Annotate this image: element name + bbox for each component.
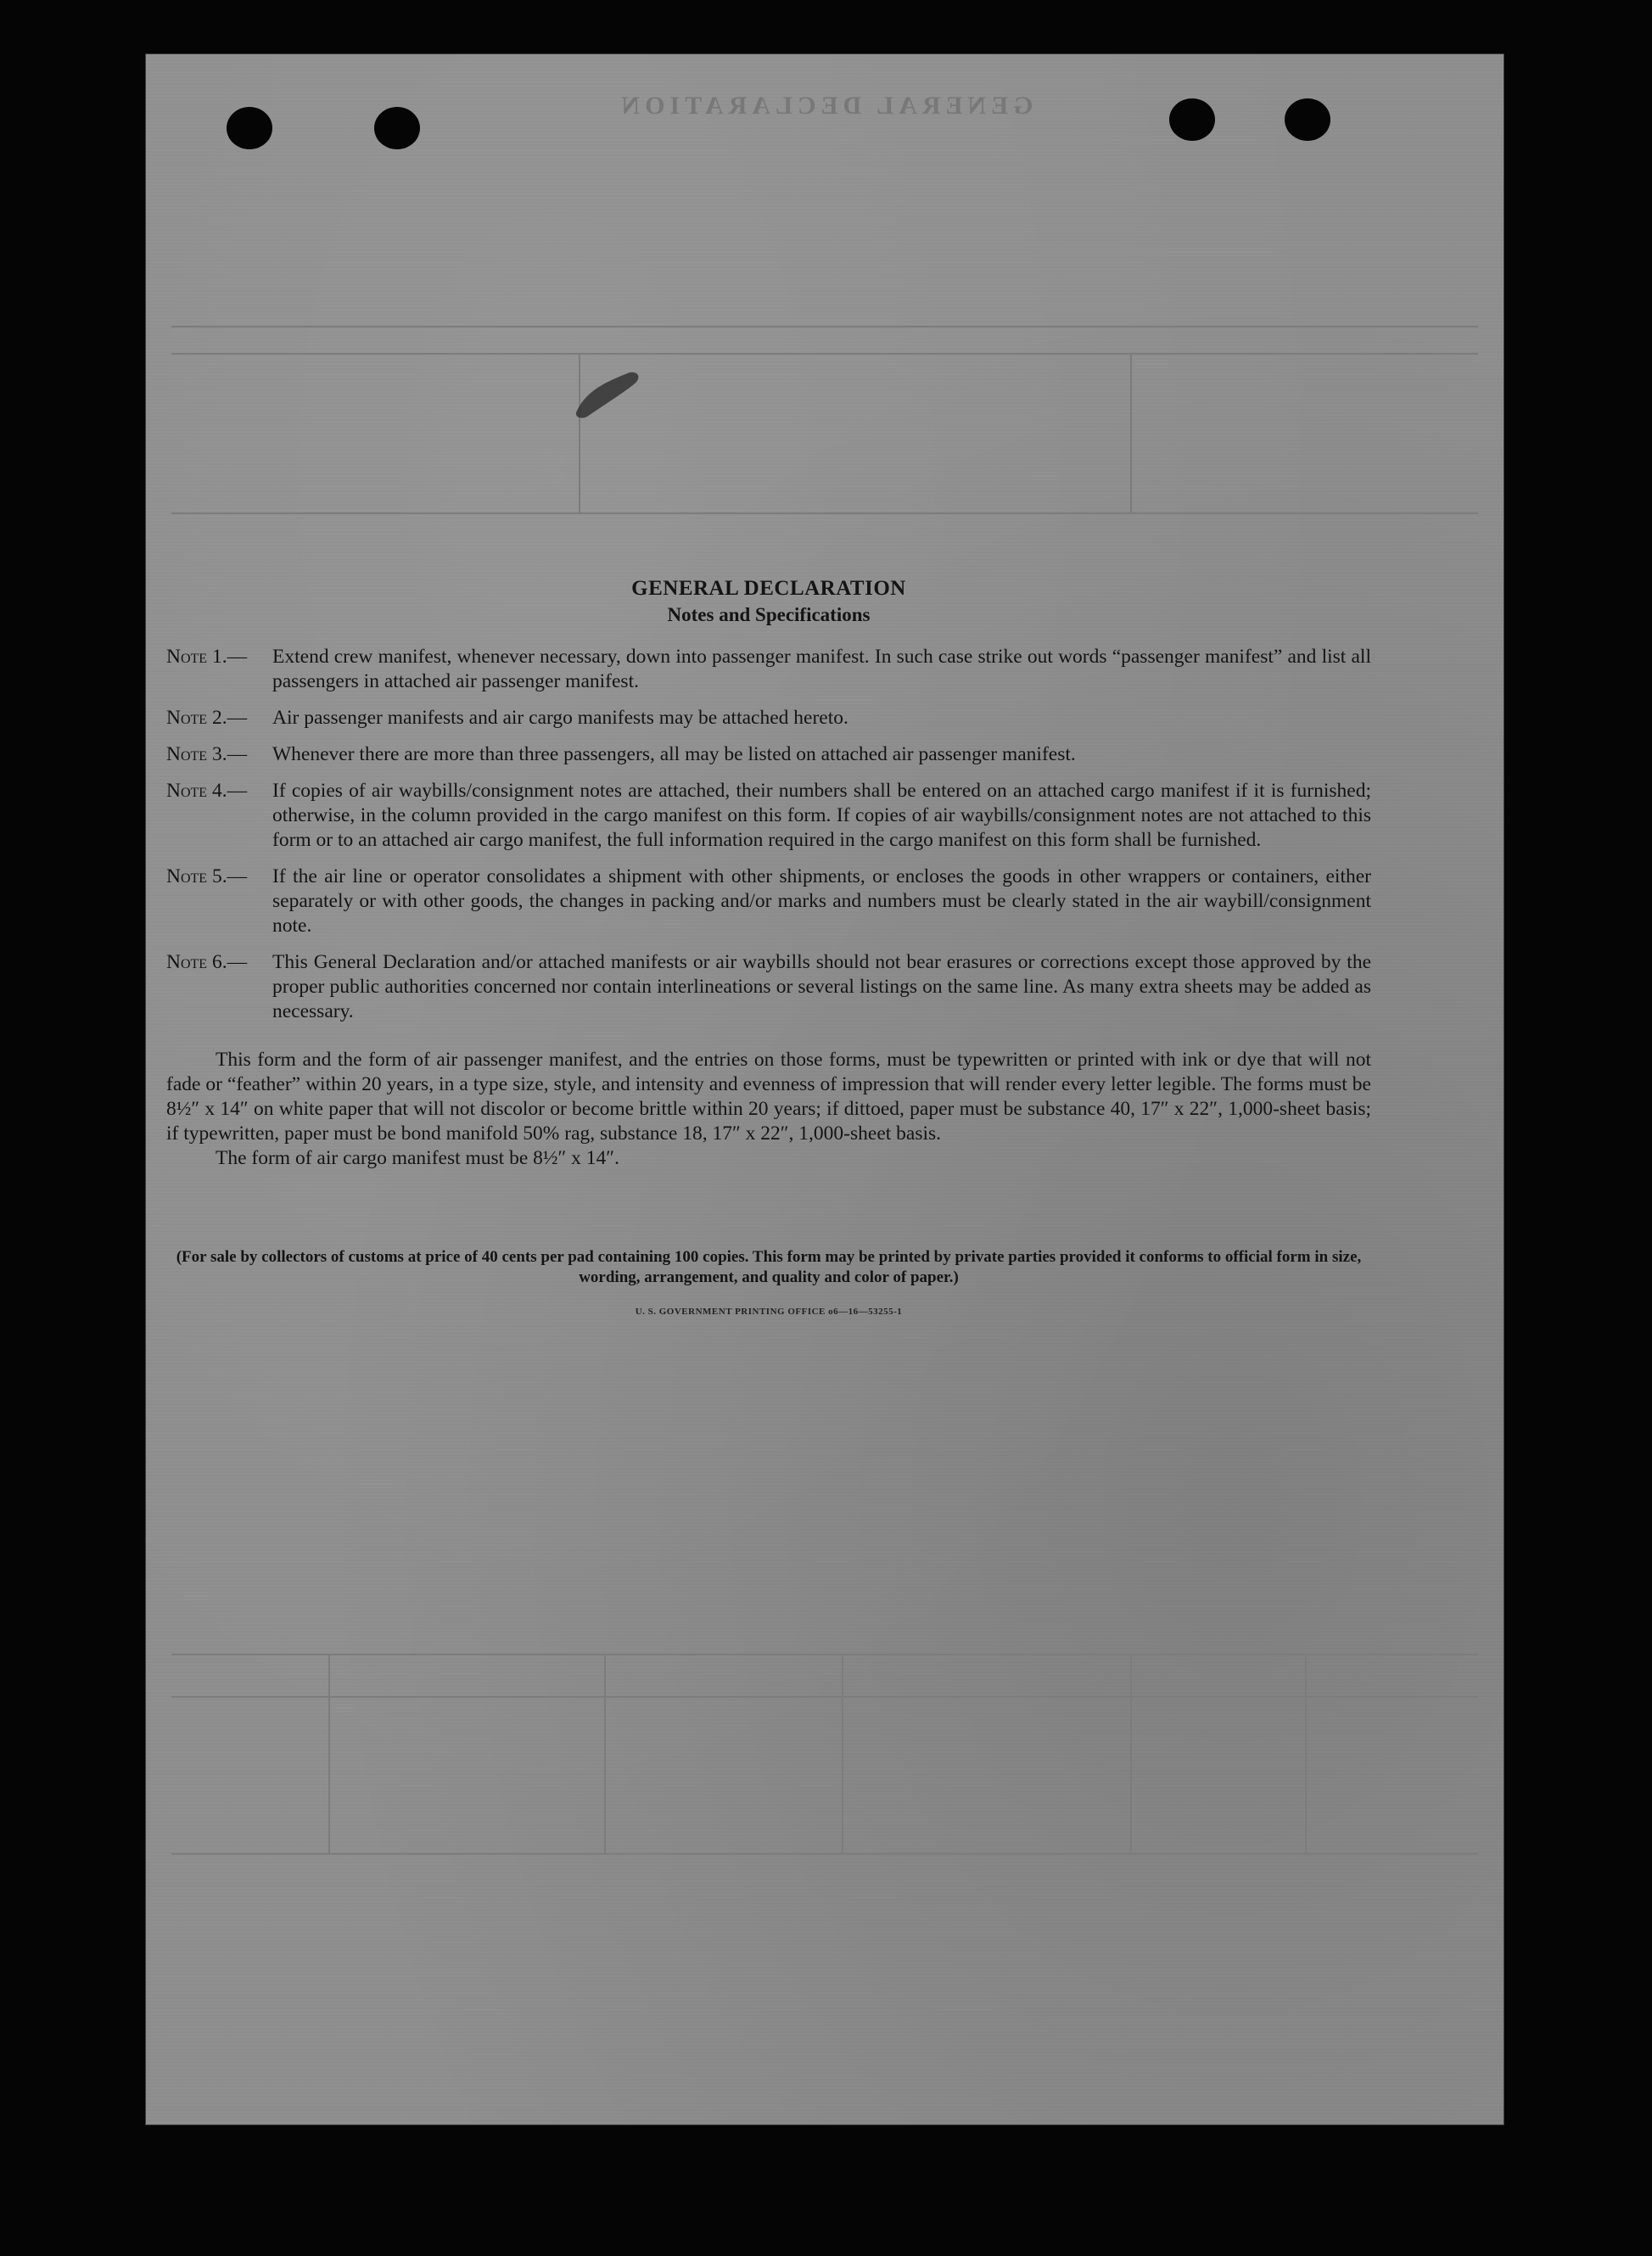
note-item [166, 779, 1371, 853]
form-specification-paragraph: This form and the form of air passenger manifest, and the entries on those forms, must be typewritten or printed with ink or dye that will not fade or “feather” within 20 years, in a type size, style, and intensity and evenness of impression that will render every letter legible. The forms must be 8½″ x 14″ on white paper that will not discolor or become brittle within 20 years; if dittoed, paper must be substance 40, 17″ x 22″, 1,000-sheet basis; if typewritten, paper must be bond manifold 50% rag, substance 18, 17″ x 22″, 1,000-sheet basis. [166, 1049, 1371, 1145]
note-label: Note 4.— [166, 780, 248, 802]
printer-imprint: U. S. GOVERNMENT PRINTING OFFICE o6—16—53255-1 [635, 1307, 903, 1317]
notes-list [166, 645, 1371, 1024]
bleed-rule [171, 353, 1478, 355]
note-text: This General Declaration and/or attached manifests or air waybills should not bear erasures or corrections except those approved by the proper public authorities concerned nor contain interlineations or several listings on the same line. As many extra sheets may be added as necessary. [272, 951, 1371, 1022]
note-text: If copies of air waybills/consignment notes are attached, their numbers shall be entered on an attached cargo manifest if it is furnished; otherwise, in the column provided in the cargo manifest on this form. If copies of air waybills/consignment notes are not attached to this form or to an attached air cargo manifest, the full information required in the cargo manifest on this form shall be furnished. [272, 780, 1371, 851]
document-title: GENERAL DECLARATION [631, 577, 906, 600]
bleed-rule [328, 1654, 330, 1853]
note-label: Note 2.— [166, 707, 248, 729]
ink-smudge [570, 364, 647, 423]
note-text: Extend crew manifest, whenever necessary, down into passenger manifest. In such case strike out words “passenger manifest” and list all passengers in attached air passenger manifest. [272, 646, 1371, 692]
note-item [166, 645, 1371, 694]
note-item [166, 950, 1371, 1024]
bleed-rule [171, 1696, 1478, 1698]
bleed-rule [171, 326, 1478, 327]
note-label: Note 5.— [166, 865, 248, 887]
bleed-rule [842, 1654, 843, 1853]
note-label: Note 6.— [166, 951, 248, 973]
bleed-rule [1305, 1654, 1307, 1853]
note-item [166, 706, 1371, 731]
note-text: Air passenger manifests and air cargo manifests may be attached hereto. [272, 707, 848, 729]
bleed-rule [1130, 1654, 1132, 1853]
bleed-rule [604, 1654, 606, 1853]
note-text: Whenever there are more than three passengers, all may be listed on attached air passenger manifest. [272, 743, 1076, 765]
note-item [166, 865, 1371, 938]
bleed-rule [171, 1853, 1478, 1855]
bleed-rule [1130, 353, 1132, 512]
reverse-bleed-title: GENERAL DECLARATION [616, 92, 1033, 120]
note-label: Note 3.— [166, 743, 248, 765]
note-text: If the air line or operator consolidates a shipment with other shipments, or encloses the goods in other wrappers or containers, either separately or with other goods, the changes in packing and/or marks and numbers must be clearly stated in the air waybill/consignment note. [272, 865, 1371, 937]
notes-and-specifications [166, 577, 1371, 1317]
cargo-manifest-size-note: The form of air cargo manifest must be 8½″ x 14″. [216, 1147, 619, 1169]
bleed-rule [171, 1654, 1478, 1655]
note-label: Note 1.— [166, 646, 248, 668]
sale-notice: (For sale by collectors of customs at price of 40 cents per pad containing 100 copies. This form may be printed by private parties provided it conforms to official form in size, wording, arrangement, and quality and color of paper.) [176, 1248, 1362, 1286]
document-subtitle: Notes and Specifications [667, 604, 871, 625]
bleed-rule [171, 512, 1478, 514]
note-item [166, 742, 1371, 767]
